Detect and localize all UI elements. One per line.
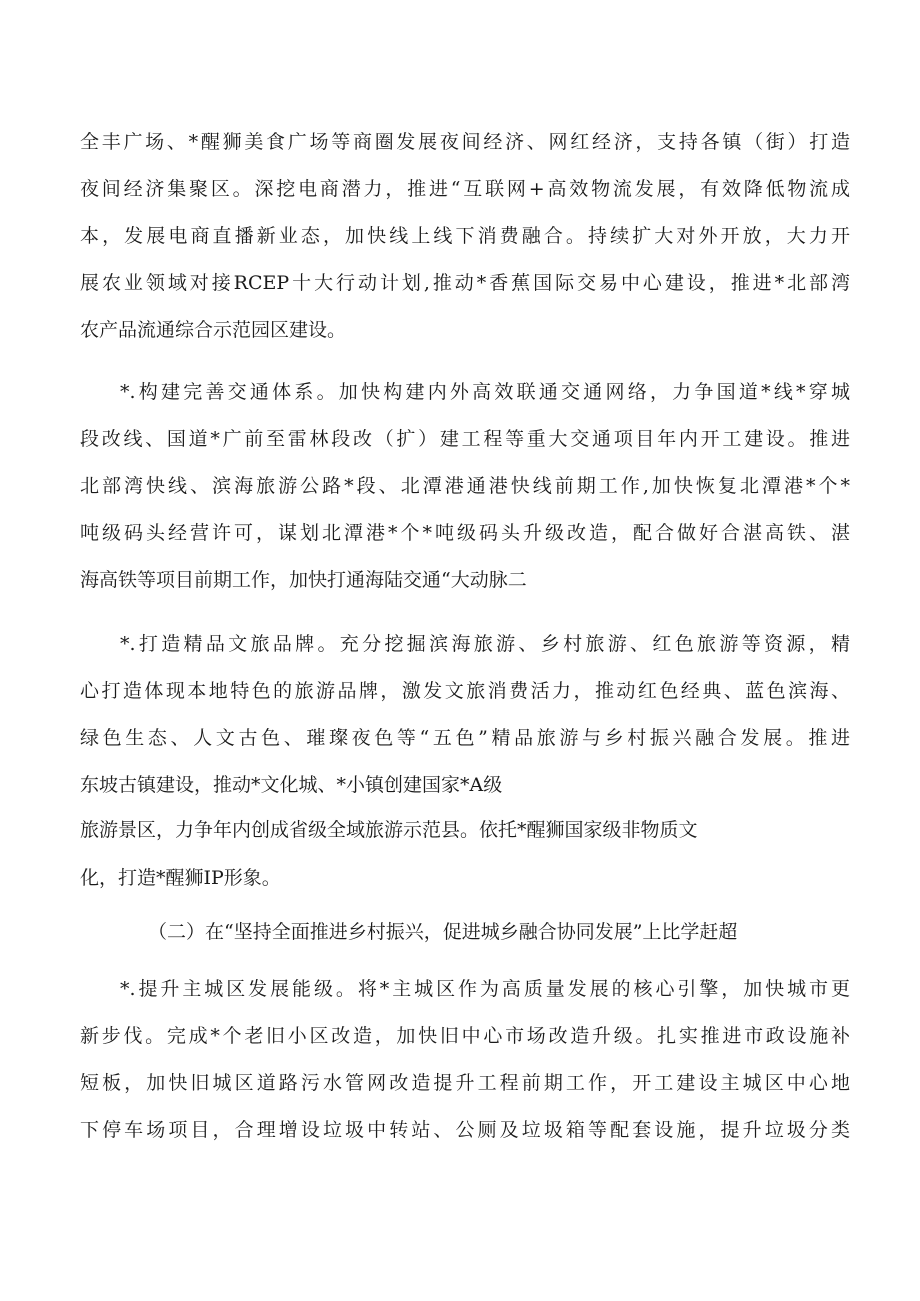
text-line: 北部湾快线、滨海旅游公路*段、北潭港通港快线前期工作,加快恢复北潭港*个* — [80, 475, 850, 497]
text-line: 旅游景区，力争年内创成省级全域旅游示范县。依托*醒狮国家级非物质文 — [80, 819, 698, 841]
text-line: 吨级码头经营许可，谋划北潭港*个*吨级码头升级改造，配合做好合湛高铁、湛 — [80, 522, 850, 544]
text-line: 农产品流通综合示范园区建设。 — [80, 319, 347, 341]
paragraph-first-line: *.构建完善交通体系。加快构建内外高效联通交通网络，力争国道*线*穿城 — [120, 381, 850, 403]
section-heading: （二）在“坚持全面推进乡村振兴，促进城乡融合协同发展”上比学赶超 — [148, 921, 738, 943]
text-line: 化，打造*醒狮IP形象。 — [80, 867, 281, 889]
paragraph-first-line: *.提升主城区发展能级。将*主城区作为高质量发展的核心引擎，加快城市更 — [120, 978, 850, 1000]
text-line: 心打造体现本地特色的旅游品牌，激发文旅消费活力，推动红色经典、蓝色滨海、 — [80, 680, 850, 702]
text-line: 东坡古镇建设，推动*文化城、*小镇创建国家*A级 — [80, 774, 503, 796]
text-line: 短板，加快旧城区道路污水管网改造提升工程前期工作，开工建设主城区中心地 — [80, 1072, 850, 1094]
text-line: 新步伐。完成*个老旧小区改造，加快旧中心市场改造升级。扎实推进市政设施补 — [80, 1025, 850, 1047]
text-line: 展农业领域对接RCEP十大行动计划,推动*香蕉国际交易中心建设，推进*北部湾 — [80, 272, 850, 294]
text-line: 下停车场项目，合理增设垃圾中转站、公厕及垃圾箱等配套设施，提升垃圾分类 — [80, 1119, 850, 1141]
text-line: 段改线、国道*广前至雷林段改（扩）建工程等重大交通项目年内开工建设。推进 — [80, 428, 850, 450]
text-line: 全丰广场、*醒狮美食广场等商圈发展夜间经济、网红经济，支持各镇（街）打造 — [80, 131, 850, 153]
text-line: 绿色生态、人文古色、璀璨夜色等“五色”精品旅游与乡村振兴融合发展。推进 — [80, 727, 850, 749]
text-line: 海高铁等项目前期工作，加快打通海陆交通“大动脉二 — [80, 569, 527, 591]
paragraph-first-line: *.打造精品文旅品牌。充分挖掘滨海旅游、乡村旅游、红色旅游等资源，精 — [120, 633, 850, 655]
text-line: 本，发展电商直播新业态，加快线上线下消费融合。持续扩大对外开放，大力开 — [80, 225, 850, 247]
text-line: 夜间经济集聚区。深挖电商潜力，推进“互联网+高效物流发展，有效降低物流成 — [80, 178, 850, 200]
